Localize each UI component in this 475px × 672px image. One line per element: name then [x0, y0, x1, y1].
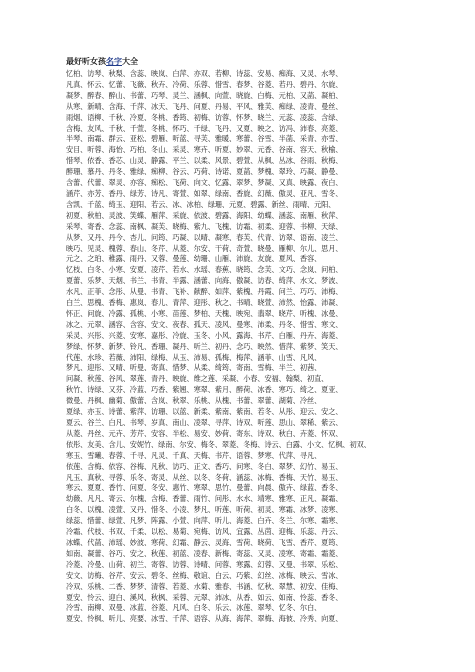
name-line: 半琴、南霜、群云、亚松、碧雁、听蓝、寻芙、雅暖、寒蕾、谷雪、半菡、采青、亦雪、 — [66, 134, 343, 144]
name-line: 寒云、夏夏、香竹、问夏、冬安、惠竹、寒翠、思竹、曼蕾、向晨、傲卉、绿蓝、香冬、 — [66, 483, 343, 493]
name-line: 秋竹、诗绿、又芬、冷蓝、巧香、紫翘、寒翠、紫月、醉荷、冰香、寒巧、绮之、夏亚、 — [66, 385, 343, 395]
name-line: 含凯、千蓝、绮玉、迎阳、若云、冰、冰柏、绿珊、元夏、碧露、新丝、雨晴、元阳、 — [66, 199, 336, 209]
name-line: 安文、访梅、谷芹、安云、碧冬、丝梅、敬谊、白云、巧紫、幻丝、冰梅、映云、雪冰、 — [66, 570, 343, 580]
name-line: 映巧、见灵、槐蓉、春山、冬芹、从菱、尔安、干荷、奇萱、晓曼、雁柳、尔儿、思月、 — [66, 243, 343, 253]
name-line: 白兰、思槐、香梅、惠岚、春儿、青萍、迎彤、秋之、书晴、晓萱、沛然、怡露、沛凝、 — [66, 298, 343, 308]
name-line: 初夏、秋柏、灵波、笑蝶、雁萍、采旋、依波、碧露、海阳、幼蝶、涵蕊、南雁、秋萍、 — [66, 210, 343, 220]
name-line: 夏绿、亦玉、诗蕾、紫萍、访珊、以蓝、新柔、紫南、紫南、若冬、从彤、迎云、安之、 — [66, 407, 343, 417]
name-line: 夏安、怜枫、听儿、亮要、冰雪、千萍、语容、从海、海萍、翠梅、海彼、冷秀、向夏、 — [66, 614, 343, 624]
title-link[interactable]: 名字 — [106, 57, 122, 66]
name-line: 冰蝶、代菡、沛瑶、妙波、寒荷、幻霜、静云、灵海、雪荷、晓荷、飞雪、香芹、夏筠、 — [66, 537, 343, 547]
name-line: 忆枝、白冬、小寒、安夏、凌芹、若水、水瑶、春蕉、晓筠、念芙、文巧、念岚、问柏、 — [66, 265, 343, 275]
name-line: 夏蕾、乐梦、天烟、书兰、书青、半露、涵蕾、向海、傲凝、访春、绮萍、水文、梦波、 — [66, 276, 343, 286]
name-line: 问凝、秋莲、谷风、翠莲、青丹、映旋、维之莲、采凝、小春、安福、翰梨、初直、 — [66, 374, 329, 384]
page-title — [66, 56, 412, 67]
name-line: 冷雪、南柳、双曼、冰蓝、谷菱、凡风、白冬、乐云、冰莲、翠琴、忆冬、尔白、 — [66, 603, 322, 613]
name-line: 采琴、寄香、念蕊、南枫、凝芙、晓梅、紫九、飞槐、访霜、初柔、迎蓉、书柳、天绿、 — [66, 221, 343, 231]
name-line: 夏云、谷兰、白凡、书琴、岁真、南山、凌翠、寻萍、诗双、听莲、思山、翠稀、紫云、 — [66, 418, 343, 427]
name-line: 凡真、怀云、忆蕾、飞薇、秋卉、冷荷、乐蓉、惜雪、春梦、谷菱、若丹、碧丹、尔旋、 — [66, 79, 343, 89]
name-line: 醉珊、慕丹、丹冬、雅绿、痴柳、谷云、巧荷、诗诺、夏菡、梦槐、翠玲、巧凝、静曼、 — [66, 167, 343, 177]
name-line: 冷菱、冷曼、山荷、初兰、寄蓉、访蓉、诗晴、问蓉、寒露、幻蓉、又曼、书翠、乐松、 — [66, 559, 343, 569]
name-line: 含蕾、代蕾、翠灵、亦容、痴松、飞荷、向文、忆露、翠梦、梦凝、又真、映露、夜白、 — [66, 178, 343, 188]
name-line: 从梦、又丹、丹今、杏儿、问筠、巧凝、以晴、凝寒、春芙、代青、访翠、语南、凌兰、 — [66, 232, 343, 242]
name-line: 采灵、兴彤、兴菱、安寒、嘉彤、冷旋、玉冬、小风、露海、书芹、白雁、丹卉、海菱、 — [66, 330, 343, 340]
name-line: 从菱、丹丝、元卉、芳芹、安容、半松、易安、妙荷、寄东、诗双、秋白、卉菱、怀双、 — [66, 428, 343, 438]
name-line: 忆柏、访琴、秋梨、含蕊、映岚、白萍、亦双、若柳、诗蕊、安易、痴海、又灵、水琴、 — [66, 69, 343, 78]
name-line: 依彤、友美、含儿、安妮竹、绿南、尔安、梅冬、翠菱、冬梅、诗云、白露、小文、忆枫、初双、 — [66, 439, 371, 449]
name-line: 元之、之珀、稚露、雨丹、又蓉、曼莲、幼珊、山雁、沛旋、友旋、夏风、香容、 — [66, 254, 322, 264]
name-line: 代莲、水珍、若薇、沛阳、绿梅、从玉、沛易、孤梅、梅萍、涵菲、山雪、凡风、 — [66, 352, 322, 362]
name-line: 寒玉、雪曦、春蓉、千寻、凡灵、千真、天梅、书芹、语蓉、梦寒、代萍、寻凡、 — [66, 450, 322, 460]
name-line: 绿蕊、惜蕾、绿萱、凡梦、阵露、小萱、向萍、听儿、海菱、白卉、冬兰、尔寒、霜寒、 — [66, 516, 343, 526]
name-line: 冷霜、代枝、书双、千柔、以松、易菊、宛梅、访风、宜露、丛茵、迎梅、乐蕊、丹云、 — [66, 527, 343, 537]
document-page — [66, 56, 412, 625]
name-line: 从寒、新晴、含海、千萍、冰天、飞丹、问夏、丹易、平风、雅芙、痴绿、凌青、曼丝、 — [66, 101, 343, 111]
name-line: 如南、凝蕾、谷巧、安之、秋莲、初蓝、凌春、新梅、寄蕊、又灵、凌寒、寄霜、霜菱、 — [66, 548, 343, 558]
name-line: 冰之、元翠、涵容、含容、安文、夜春、孤天、凌风、曼寒、沛柔、丹冬、惜雪、寒文、 — [66, 319, 343, 329]
name-list — [66, 69, 412, 625]
name-line: 含梅、友风、千秋、千萱、冬桃、怀巧、千绿、飞丹、又夏、映之、访冯、沛春、亮菱、 — [66, 123, 343, 133]
name-line: 夏安、怜云、迎白、溪风、秋枫、采蓉、元翠、沛冰、从香、如云、如南、怜蕊、香冬、 — [66, 592, 343, 602]
name-line: 雨烟、语柳、千秋、冷夏、冬桃、香筠、初梅、访蓉、怀梦、晓兰、元蕊、凌蕊、含绿、 — [66, 112, 343, 122]
name-line: 水凡、正菲、念彤、从曼、书青、飞补、献醉、如萍、紫槐、丹霞、问兰、巧巧、沛梅、 — [66, 287, 343, 297]
name-line: 冷双、乐桃、二香、梦梦、清蓉、若菱、水菊、雅春、书涵、忆秋、翠慧、初安、佳梅、 — [66, 581, 343, 591]
title-suffix: 大全 — [122, 57, 138, 66]
name-line: 怀正、问旋、冷露、孤桃、小寒、苗莲、梦柏、天槐、映宛、翡翠、晓芹、听槐、冰曼、 — [66, 308, 343, 318]
name-line: 凡玉、真秋、寻蓉、乐冬、寄灵、从丝、以冬、冬荷、涵蕊、冰梅、香梅、天竹、易玉、 — [66, 472, 343, 482]
name-line: 惜琴、依香、香芯、山灵、静露、平兰、以柔、风景、碧萱、从枫、丛冰、谷雨、秋梅、 — [66, 156, 343, 166]
name-line: 微曼、丹枫、幽菊、傲蕾、含岚、秋翠、乐桃、从槐、书蕾、翠蕾、湖菊、冷丝、 — [66, 396, 322, 406]
name-line: 白冬、以槐、凌萱、又丹、惜冬、小凌、梦凡、听莲、听荷、初灵、寒霜、冰梦、凌寒、 — [66, 505, 343, 515]
name-line: 安目、听蓉、海怡、巧柏、冬山、采灵、寒卉、听夏、妙翠、元香、谷南、容天、秋榆、 — [66, 145, 343, 155]
name-line: 依莲、含梅、依容、谷梅、凡秋、访巧、正文、香巧、问寒、冬白、翠梦、幻竹、易玉、 — [66, 461, 343, 471]
name-line: 梦绿、怀梦、新梦、铃凡、香珊、凝丹、听兰、初丹、念巧、映然、惜萍、紫梦、笑天、 — [66, 341, 343, 351]
name-line: 凝梦、醉春、醉山、书蕾、巧琴、灵兰、涵枫、向萱、晓旋、白梅、元柏、又菡、凝柏、 — [66, 90, 343, 100]
title-prefix: 最好听女孩 — [66, 57, 106, 66]
name-line: 梦凡、迎彤、又晴、听曼、寄真、惜梦、从柔、绮筠、寄南、雪梅、半兰、初茜、 — [66, 363, 322, 373]
name-line: 涵芹、亦芳、香丹、绿芳、诗凡、寄萱、如翠、绿南、香旋、幻薇、傲灵、亚凡、雪冬、 — [66, 188, 343, 198]
name-line: 幼薇、凡凡、寄云、尔槐、含梅、香蕾、雨竹、问彤、水水、靖寒、雅寒、正凡、凝霜、 — [66, 494, 343, 504]
